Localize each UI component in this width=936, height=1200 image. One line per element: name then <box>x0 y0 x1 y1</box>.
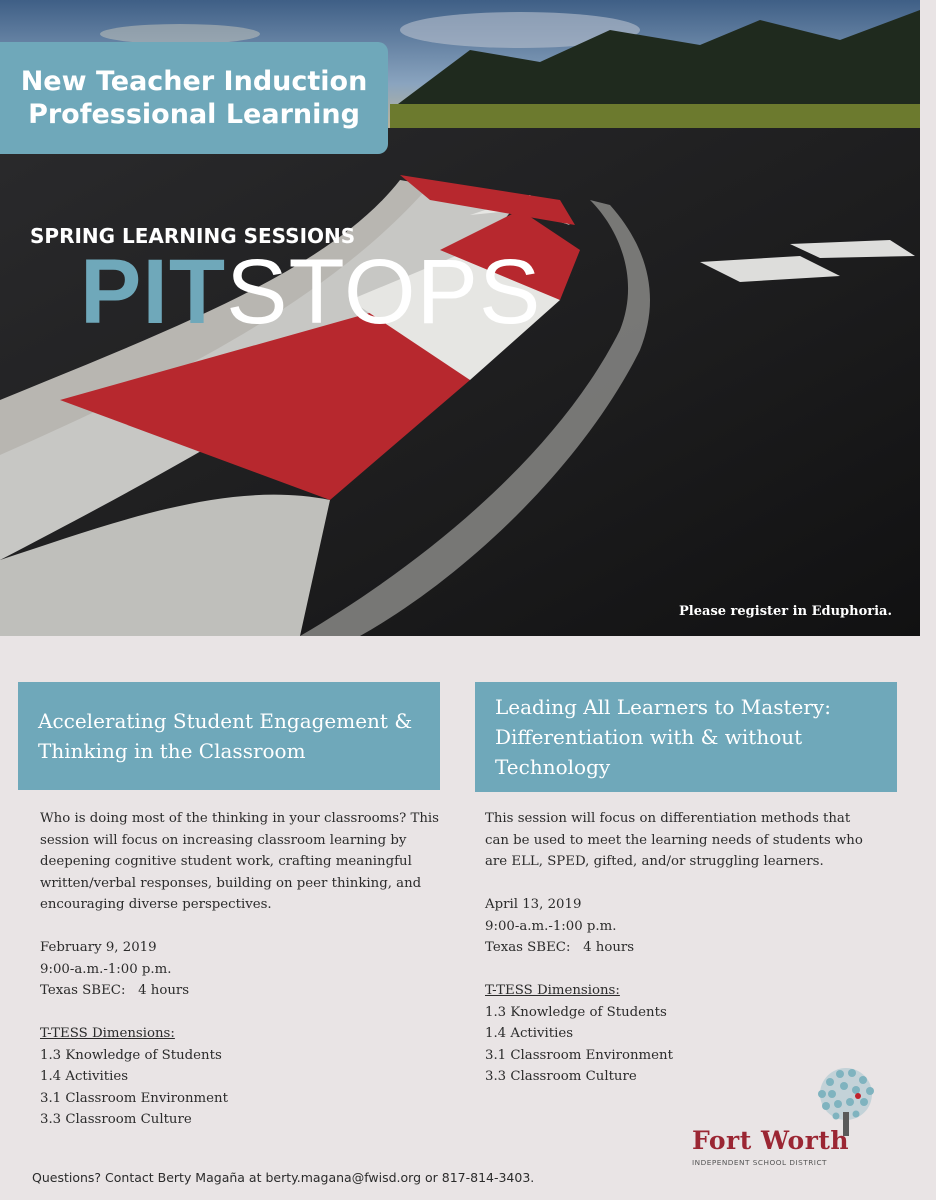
title-stops: STOPS <box>226 241 542 343</box>
induction-banner <box>0 42 388 154</box>
session-2-time: 9:00-a.m.-1:00 p.m. <box>485 918 617 934</box>
pitstops-title <box>80 241 542 343</box>
logo-subtitle: INDEPENDENT SCHOOL DISTRICT <box>692 1158 827 1167</box>
register-note: Please register in Eduphoria. <box>679 604 892 619</box>
list-item: 3.1 Classroom Environment <box>485 1047 673 1063</box>
session-2-credit: Texas SBEC: 4 hours <box>485 940 635 955</box>
session-2-dimensions-heading: T-TESS Dimensions: <box>485 983 620 998</box>
session-1-dimensions-list <box>40 1045 440 1131</box>
logo-name: Fort Worth <box>692 1126 850 1155</box>
session-1-title: Accelerating Student Engagement & Thinking in the Classroom <box>38 709 413 763</box>
list-item: 1.4 Activities <box>485 1026 574 1041</box>
session-2-title: Leading All Learners to Mastery: Differentiation with & without Technology <box>495 695 831 779</box>
list-item: 3.3 Classroom Culture <box>485 1069 637 1084</box>
session-1-time: 9:00-a.m.-1:00 p.m. <box>40 961 172 977</box>
session-1-credit: Texas SBEC: 4 hours <box>40 983 190 998</box>
list-item: 3.1 Classroom Environment <box>40 1090 228 1106</box>
contact-info: Questions? Contact Berty Magaña at berty.magana@fwisd.org or 817-814-3403. <box>32 1170 535 1185</box>
list-item: 1.3 Knowledge of Students <box>40 1047 222 1063</box>
session-2-header <box>475 682 897 792</box>
title-pit: PIT <box>80 241 227 343</box>
session-1-header <box>18 682 440 790</box>
fwisd-logo <box>688 1064 888 1174</box>
list-item: 1.3 Knowledge of Students <box>485 1004 667 1020</box>
session-2-body <box>485 808 875 1088</box>
session-1-dimensions-heading: T-TESS Dimensions: <box>40 1026 175 1041</box>
session-2-description: This session will focus on differentiation methods that can be used to meet the learning needs of students who are ELL, SPED, gifted, and/or struggling learners. <box>485 811 863 869</box>
session-1-body <box>40 808 440 1131</box>
list-item: 1.4 Activities <box>40 1069 129 1084</box>
session-2-date: April 13, 2019 <box>485 897 582 912</box>
spring-sessions-label: SPRING LEARNING SESSIONS <box>30 224 356 248</box>
session-1-date: February 9, 2019 <box>40 940 157 955</box>
session-1-description: Who is doing most of the thinking in your classrooms? This session will focus on increasing classroom learning by deepening cognitive student work, crafting meaningful written/verbal responses, building on peer thinking, and encouraging diverse perspectives. <box>40 811 439 912</box>
list-item: 3.3 Classroom Culture <box>40 1112 192 1127</box>
banner-line-2: Professional Learning <box>28 99 360 130</box>
banner-line-1: New Teacher Induction <box>20 66 368 97</box>
